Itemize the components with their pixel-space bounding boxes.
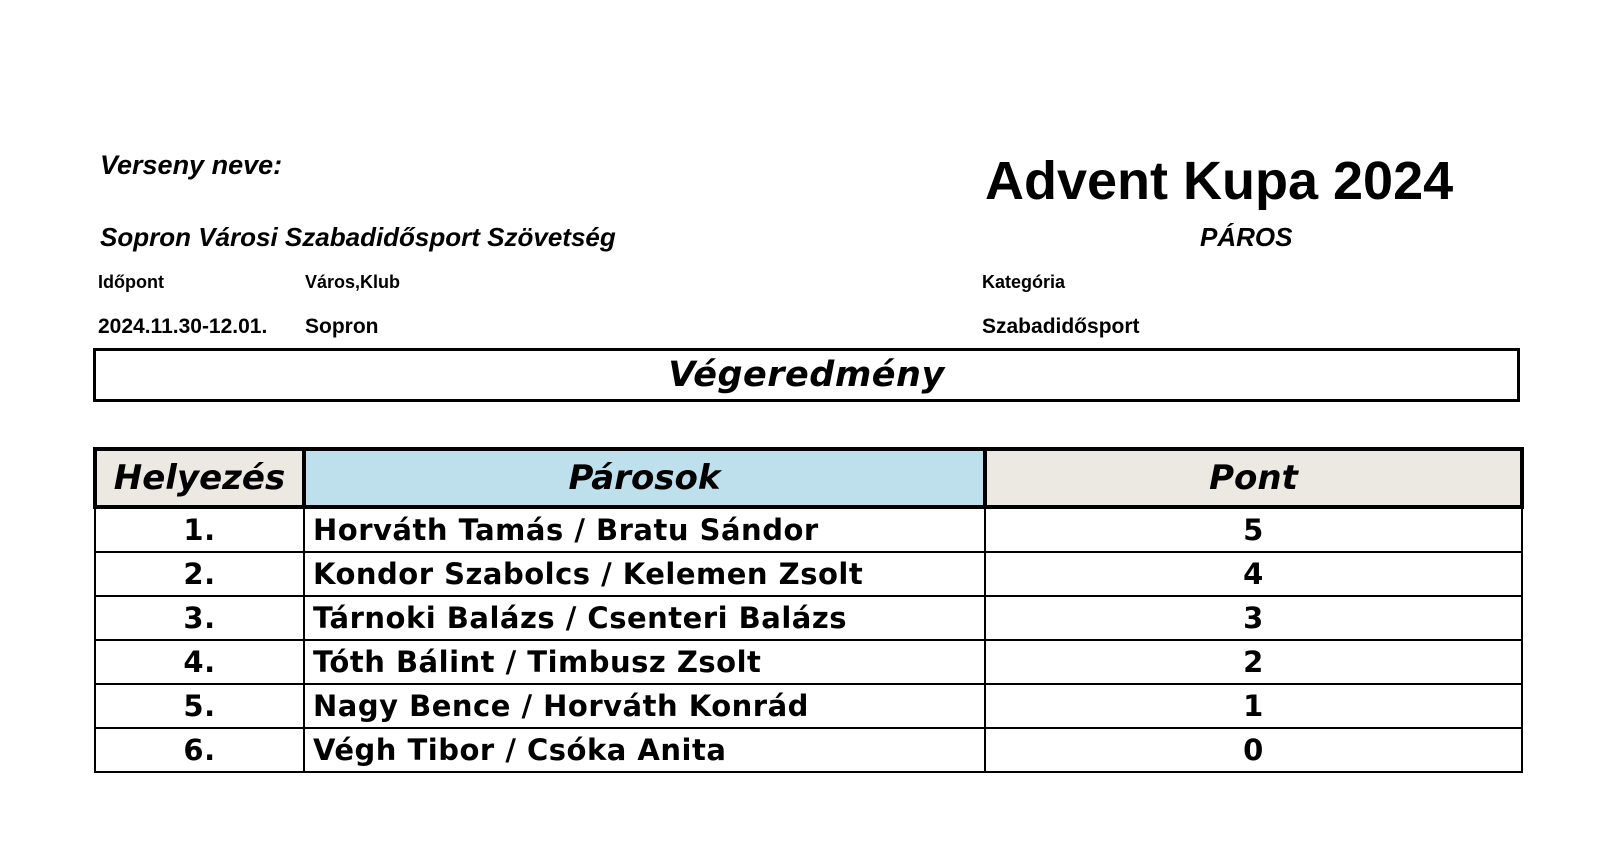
competition-name-label: Verseny neve:: [100, 150, 283, 180]
header-points: Pont: [985, 449, 1522, 507]
rank-cell: 2.: [95, 552, 304, 596]
rank-cell: 3.: [95, 596, 304, 640]
header-pairs: Párosok: [304, 449, 985, 507]
organizer-name: Sopron Városi Szabadidősport Szövetség: [100, 222, 616, 252]
pair-cell: Végh Tibor / Csóka Anita: [304, 728, 985, 772]
rank-cell: 4.: [95, 640, 304, 684]
result-title-box: [93, 348, 1520, 402]
points-cell: 2: [985, 640, 1522, 684]
points-cell: 3: [985, 596, 1522, 640]
points-cell: 1: [985, 684, 1522, 728]
header-rank: Helyezés: [95, 449, 304, 507]
category-label: Kategória: [982, 272, 1066, 292]
city-club-value: Sopron: [305, 315, 379, 338]
points-cell: 0: [985, 728, 1522, 772]
table-header-row: [95, 449, 1522, 507]
result-title: Végeredmény: [668, 355, 945, 395]
rank-cell: 1.: [95, 507, 304, 552]
pair-cell: Nagy Bence / Horváth Konrád: [304, 684, 985, 728]
city-club-label: Város,Klub: [305, 272, 401, 292]
pair-cell: Horváth Tamás / Bratu Sándor: [304, 507, 985, 552]
points-cell: 5: [985, 507, 1522, 552]
results-table: [93, 447, 1524, 773]
rank-cell: 6.: [95, 728, 304, 772]
category-type: PÁROS: [1200, 222, 1293, 252]
table-row: [95, 552, 1522, 596]
points-cell: 4: [985, 552, 1522, 596]
table-row: [95, 596, 1522, 640]
category-value: Szabadidősport: [982, 315, 1140, 338]
event-title: Advent Kupa 2024: [985, 151, 1454, 211]
table-row: [95, 728, 1522, 772]
pair-cell: Kondor Szabolcs / Kelemen Zsolt: [304, 552, 985, 596]
rank-cell: 5.: [95, 684, 304, 728]
date-value: 2024.11.30-12.01.: [98, 315, 268, 338]
pair-cell: Tóth Bálint / Timbusz Zsolt: [304, 640, 985, 684]
date-label: Időpont: [98, 272, 164, 292]
table-row: [95, 507, 1522, 552]
table-row: [95, 640, 1522, 684]
table-row: [95, 684, 1522, 728]
pair-cell: Tárnoki Balázs / Csenteri Balázs: [304, 596, 985, 640]
